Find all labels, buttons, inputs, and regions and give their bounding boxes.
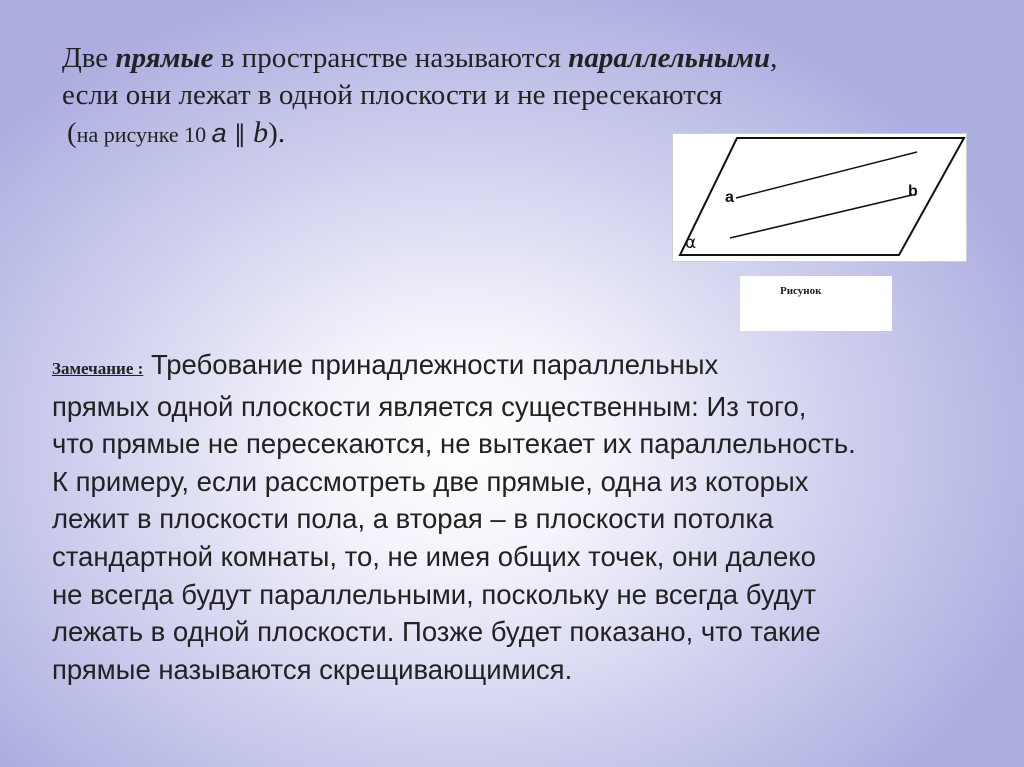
label-b: b	[908, 183, 918, 200]
parallel-lines-figure	[672, 133, 967, 262]
remark-line: не всегда будут параллельными, поскольку не всегда будут	[52, 578, 817, 610]
remark-line: К примеру, если рассмотреть две прямые, одна из которых	[52, 465, 809, 497]
label-alpha: α	[685, 233, 697, 253]
remark-line: стандартной комнаты, то, не имея общих точек, они далеко	[52, 540, 816, 572]
variable-a: a	[211, 118, 227, 148]
plane-diagram	[673, 134, 966, 261]
remark-line: лежать в одной плоскости. Позже будет показано, что такие	[52, 616, 821, 648]
plane-alpha-outline	[680, 138, 964, 255]
line-a	[736, 152, 917, 198]
definition-text-part: Две	[62, 42, 116, 74]
label-a: a	[725, 189, 734, 206]
remark-line: что прямые не пересекаются, не вытекает их параллельность.	[52, 428, 856, 460]
remark-line	[52, 346, 952, 388]
definition-text-part: в пространстве называются	[213, 42, 569, 74]
figure-caption: Рисунок	[780, 285, 822, 297]
remark-line: прямые называются скрещивающимися.	[52, 653, 573, 685]
term-lines: прямые	[115, 42, 214, 74]
line-b	[730, 195, 912, 238]
open-paren: (	[67, 117, 77, 149]
figure-reference: на рисунке 10	[76, 122, 212, 147]
remark-line: лежит в плоскости пола, а вторая – в плоскости потолка	[52, 503, 774, 535]
remark-line: прямых одной плоскости является существенным: Из того,	[52, 390, 807, 422]
remark-label: Замечание :	[52, 359, 144, 378]
term-parallel: параллельными	[568, 42, 771, 74]
variable-b: b	[253, 116, 269, 149]
definition-text-part: ,	[770, 42, 778, 74]
figure-caption-box	[740, 276, 892, 331]
remark-paragraph	[52, 346, 952, 688]
definition-line-1	[62, 40, 962, 77]
remark-line-text: Требование принадлежности параллельных	[143, 349, 719, 380]
definition-line-2: если они лежат в одной плоскости и не пересекаются	[62, 79, 723, 111]
parallel-symbol: ∥	[233, 120, 246, 148]
close-paren: ).	[268, 117, 286, 149]
